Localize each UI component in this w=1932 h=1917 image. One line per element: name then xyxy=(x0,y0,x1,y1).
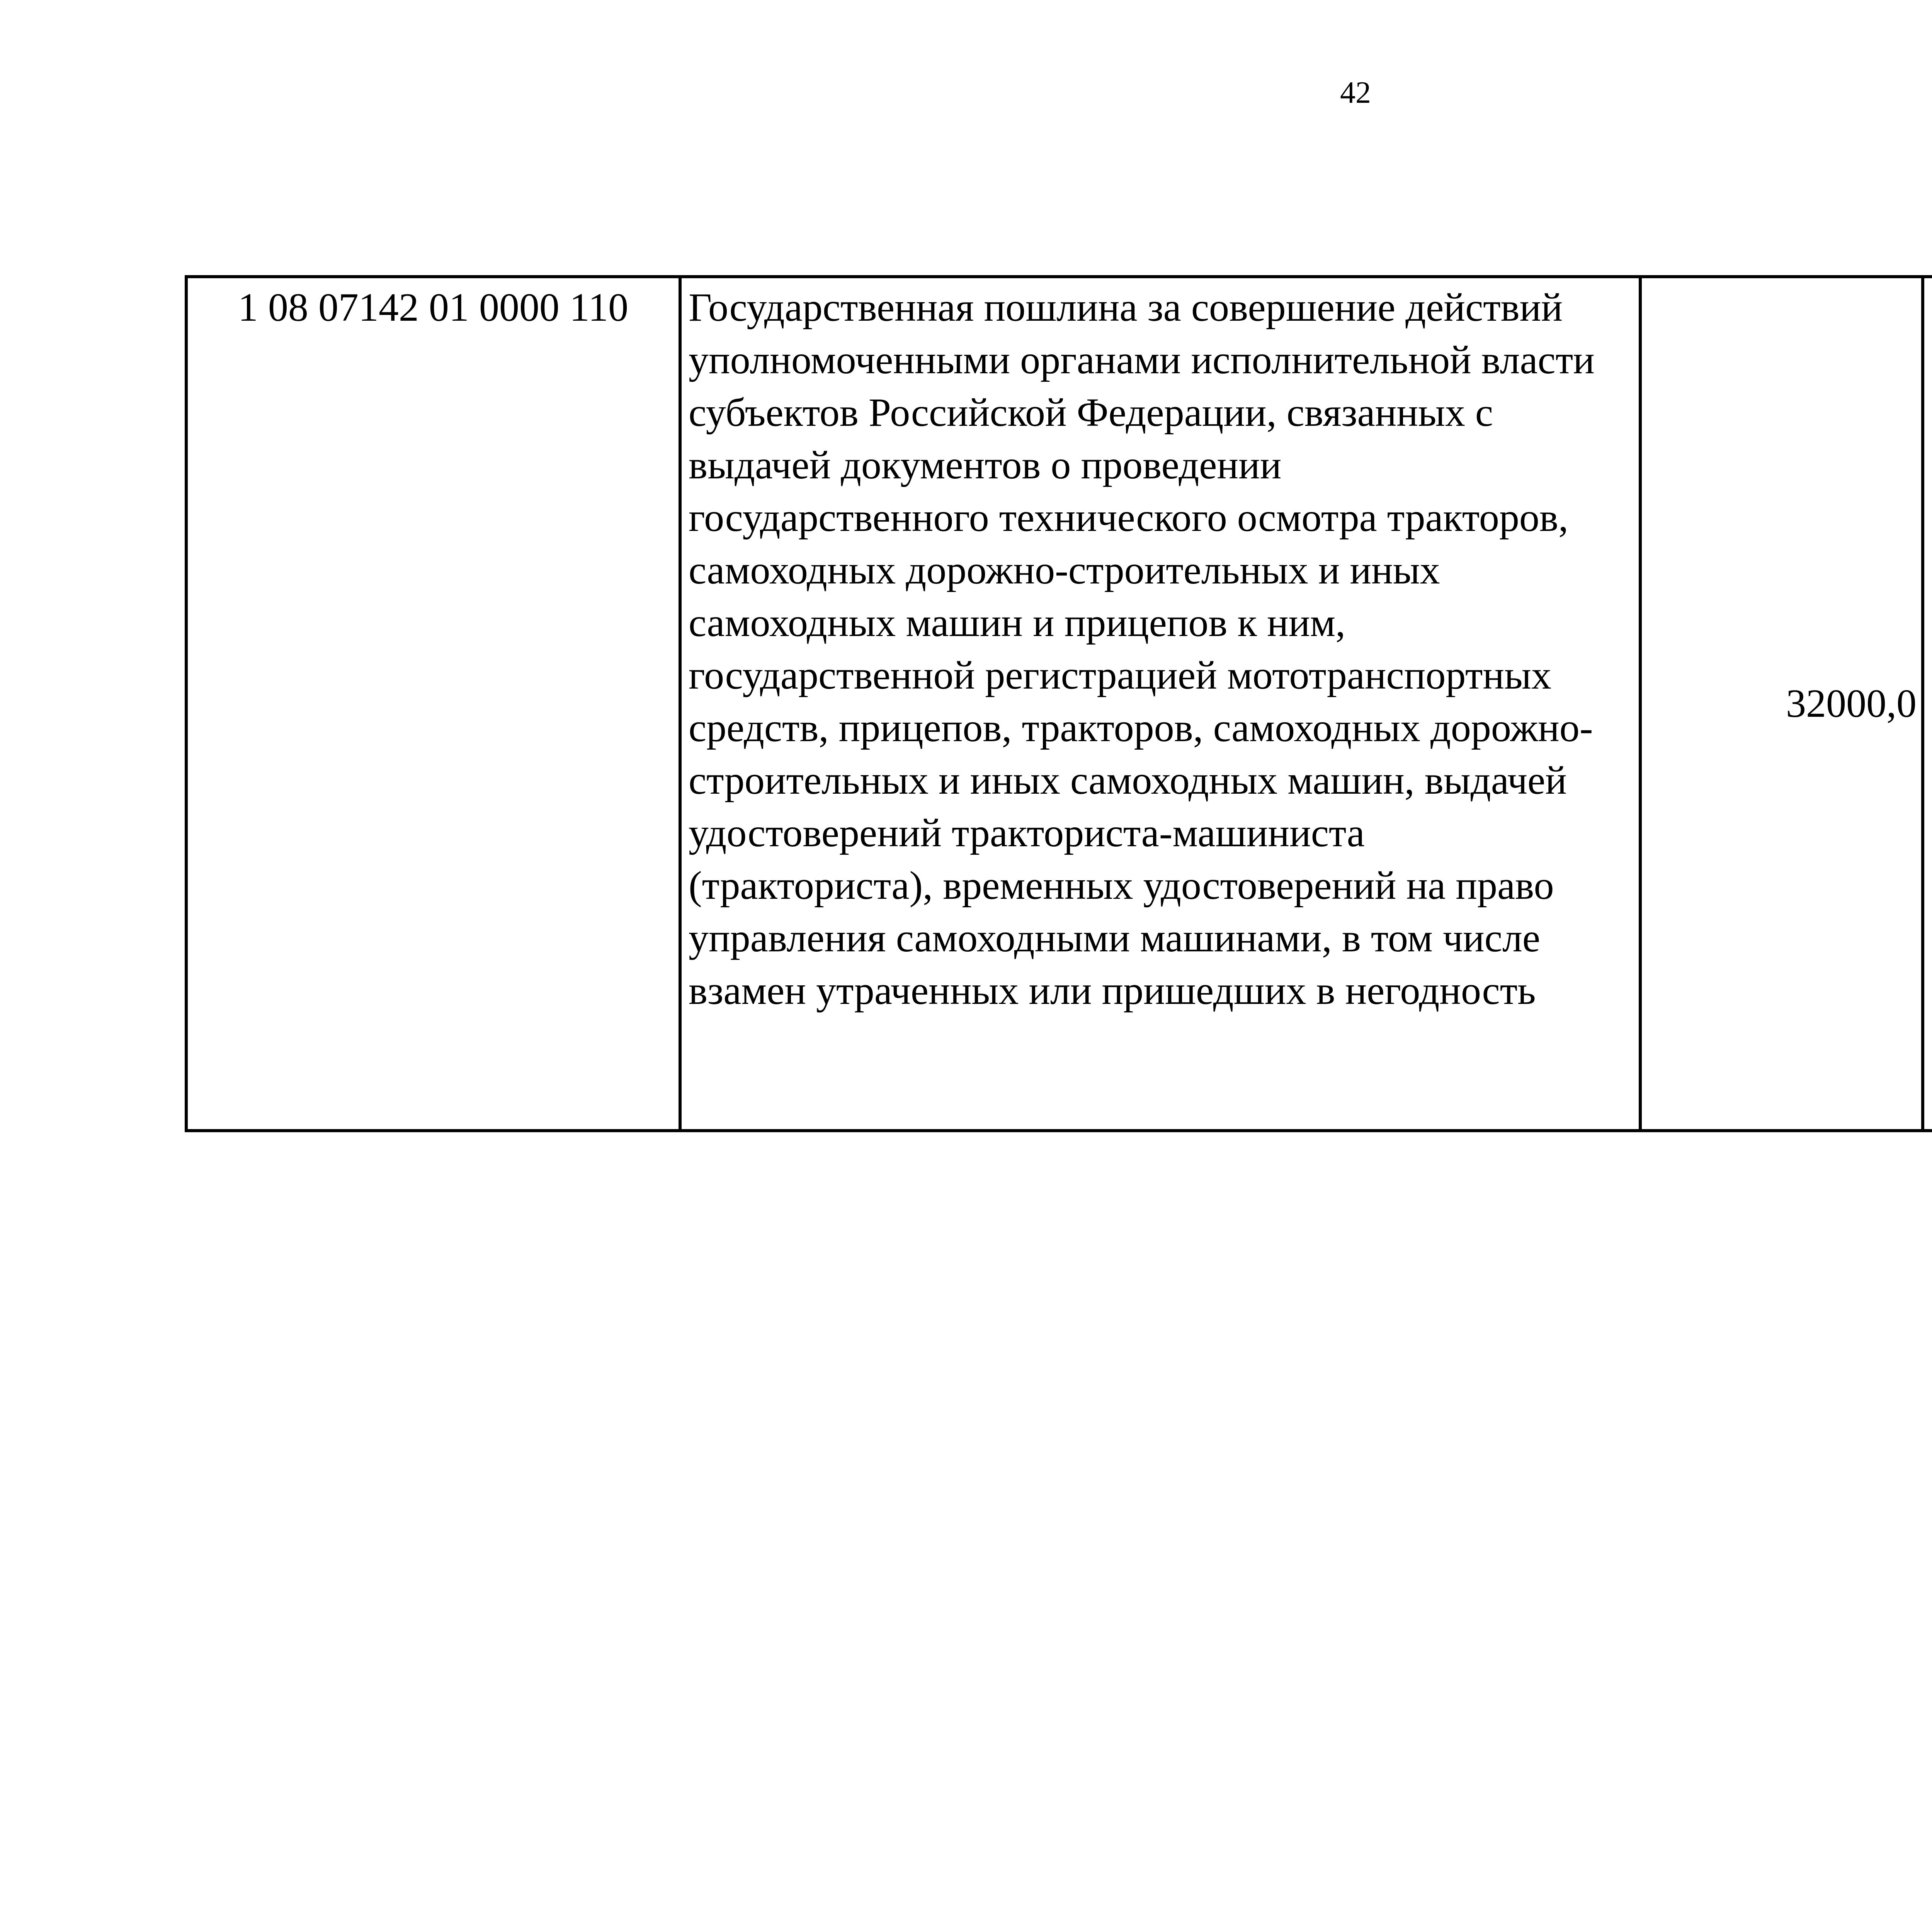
description-line: средств, прицепов, тракторов, самоходных дорожно- xyxy=(689,706,1593,750)
description-line: субъектов Российской Федерации, связанных с xyxy=(689,390,1493,435)
description-line: самоходных дорожно-строительных и иных xyxy=(689,548,1440,592)
cell-budget-code: 1 08 07142 01 0000 110 xyxy=(186,277,680,1131)
table-row xyxy=(186,277,1932,1131)
budget-table xyxy=(185,275,1932,1132)
description-line: строительных и иных самоходных машин, выдачей xyxy=(689,758,1567,803)
description-line: выдачей документов о проведении xyxy=(689,443,1282,487)
description-line: уполномоченными органами исполнительной власти xyxy=(689,338,1595,382)
page-number: 42 xyxy=(1340,76,1371,110)
description-line: государственной регистрацией мототранспортных xyxy=(689,653,1551,697)
cell-value-2 xyxy=(1923,277,1932,1131)
description-line: государственного технического осмотра тракторов, xyxy=(689,495,1568,540)
cell-description xyxy=(680,277,1640,1131)
description-line: самоходных машин и прицепов к ним, xyxy=(689,600,1346,645)
description-line: Государственная пошлина за совершение действий xyxy=(689,285,1563,330)
description-line: управления самоходными машинами, в том числе xyxy=(689,916,1541,960)
description-line: удостоверений тракториста-машиниста xyxy=(689,811,1365,855)
description-line: (тракториста), временных удостоверений на право xyxy=(689,863,1554,908)
description-line: взамен утраченных или пришедших в негодность xyxy=(689,968,1536,1013)
cell-value-1: 32000,0 xyxy=(1640,277,1923,1131)
